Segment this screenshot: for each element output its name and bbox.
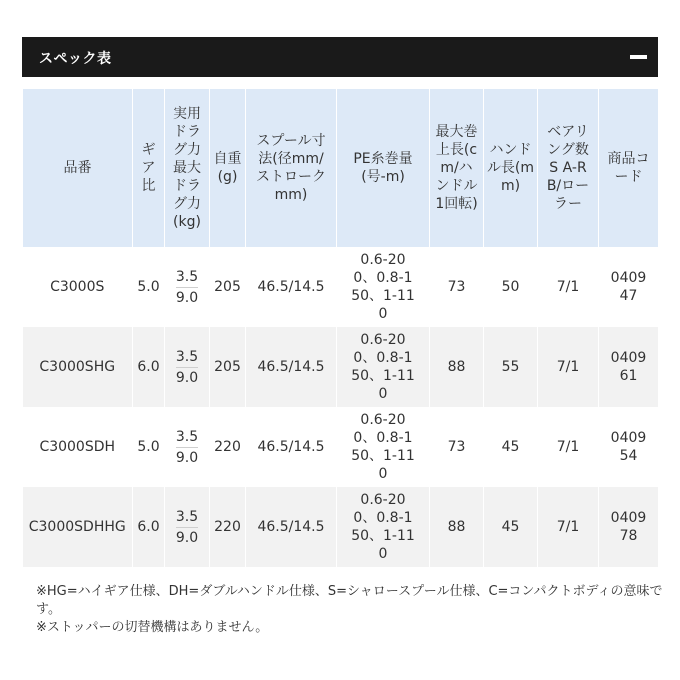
collapse-icon[interactable] (630, 55, 647, 59)
cell-weight: 205 (210, 247, 246, 327)
cell-gear: 6.0 (133, 327, 165, 407)
cell-code (599, 247, 659, 327)
code-text: 040947 (610, 270, 647, 304)
drag-practical: 3.5 (176, 508, 198, 528)
cell-drag (165, 247, 210, 327)
cell-drag (165, 487, 210, 567)
header-pe-capacity: PE糸巻量(号-m) (337, 89, 430, 247)
notes (36, 583, 676, 637)
header-handle-length: ハンドル長(mm) (484, 89, 538, 247)
pe-text: 0.6-200、0.8-150、1-110 (351, 492, 415, 562)
drag-practical: 3.5 (176, 268, 198, 288)
header-bearing: ベアリング数S A-RB/ローラー (538, 89, 599, 247)
cell-spool: 46.5/14.5 (246, 247, 337, 327)
drag-max: 9.0 (175, 369, 199, 386)
header-spool: スプール寸法(径mm/ストロークmm) (246, 89, 337, 247)
cell-handle: 45 (484, 487, 538, 567)
cell-model: C3000S (23, 247, 133, 327)
drag-max: 9.0 (175, 449, 199, 466)
cell-bearing: 7/1 (538, 407, 599, 487)
cell-spool: 46.5/14.5 (246, 327, 337, 407)
drag-practical: 3.5 (176, 428, 198, 448)
header-retrieve: 最大巻上長(cm/ハンドル1回転) (430, 89, 484, 247)
cell-bearing: 7/1 (538, 247, 599, 327)
cell-pe (337, 407, 430, 487)
table-row (23, 247, 659, 327)
cell-pe (337, 327, 430, 407)
spec-panel (22, 37, 658, 570)
cell-model: C3000SHG (23, 327, 133, 407)
panel-title: スペック表 (39, 51, 112, 67)
table-row (23, 487, 659, 567)
note-suffix-meaning: ※HG=ハイギア仕様、DH=ダブルハンドル仕様、S=シャロースプール仕様、C=コンパクトボディの意味です。 (36, 584, 663, 617)
note-stopper: ※ストッパーの切替機構はありません。 (36, 620, 269, 635)
cell-bearing: 7/1 (538, 327, 599, 407)
cell-drag (165, 327, 210, 407)
cell-pe (337, 247, 430, 327)
cell-handle: 50 (484, 247, 538, 327)
cell-retrieve: 73 (430, 407, 484, 487)
drag-max: 9.0 (175, 529, 199, 546)
table-header-row (23, 89, 659, 247)
spec-table-wrapper (22, 89, 658, 567)
cell-model: C3000SDH (23, 407, 133, 487)
cell-weight: 220 (210, 487, 246, 567)
code-text: 040954 (610, 430, 647, 464)
pe-text: 0.6-200、0.8-150、1-110 (351, 332, 415, 402)
cell-handle: 55 (484, 327, 538, 407)
cell-spool: 46.5/14.5 (246, 407, 337, 487)
table-row (23, 327, 659, 407)
pe-text: 0.6-200、0.8-150、1-110 (351, 412, 415, 482)
cell-weight: 205 (210, 327, 246, 407)
cell-retrieve: 88 (430, 487, 484, 567)
header-drag: 実用ドラグ力最大ドラグ力(kg) (165, 89, 210, 247)
code-text: 040978 (610, 510, 647, 544)
code-text: 040961 (610, 350, 647, 384)
cell-model: C3000SDHHG (23, 487, 133, 567)
cell-bearing: 7/1 (538, 487, 599, 567)
cell-gear: 5.0 (133, 407, 165, 487)
header-product-code: 商品コード (599, 89, 659, 247)
cell-retrieve: 73 (430, 247, 484, 327)
cell-drag (165, 407, 210, 487)
drag-max: 9.0 (175, 289, 199, 306)
cell-gear: 5.0 (133, 247, 165, 327)
cell-weight: 220 (210, 407, 246, 487)
panel-titlebar[interactable] (22, 37, 658, 77)
pe-text: 0.6-200、0.8-150、1-110 (351, 252, 415, 322)
drag-practical: 3.5 (176, 348, 198, 368)
cell-retrieve: 88 (430, 327, 484, 407)
header-weight: 自重(g) (210, 89, 246, 247)
cell-spool: 46.5/14.5 (246, 487, 337, 567)
cell-gear: 6.0 (133, 487, 165, 567)
cell-pe (337, 487, 430, 567)
spec-table (22, 89, 659, 567)
table-row (23, 407, 659, 487)
header-model: 品番 (23, 89, 133, 247)
cell-code (599, 407, 659, 487)
cell-code (599, 487, 659, 567)
cell-handle: 45 (484, 407, 538, 487)
header-gear-ratio: ギア比 (133, 89, 165, 247)
cell-code (599, 327, 659, 407)
